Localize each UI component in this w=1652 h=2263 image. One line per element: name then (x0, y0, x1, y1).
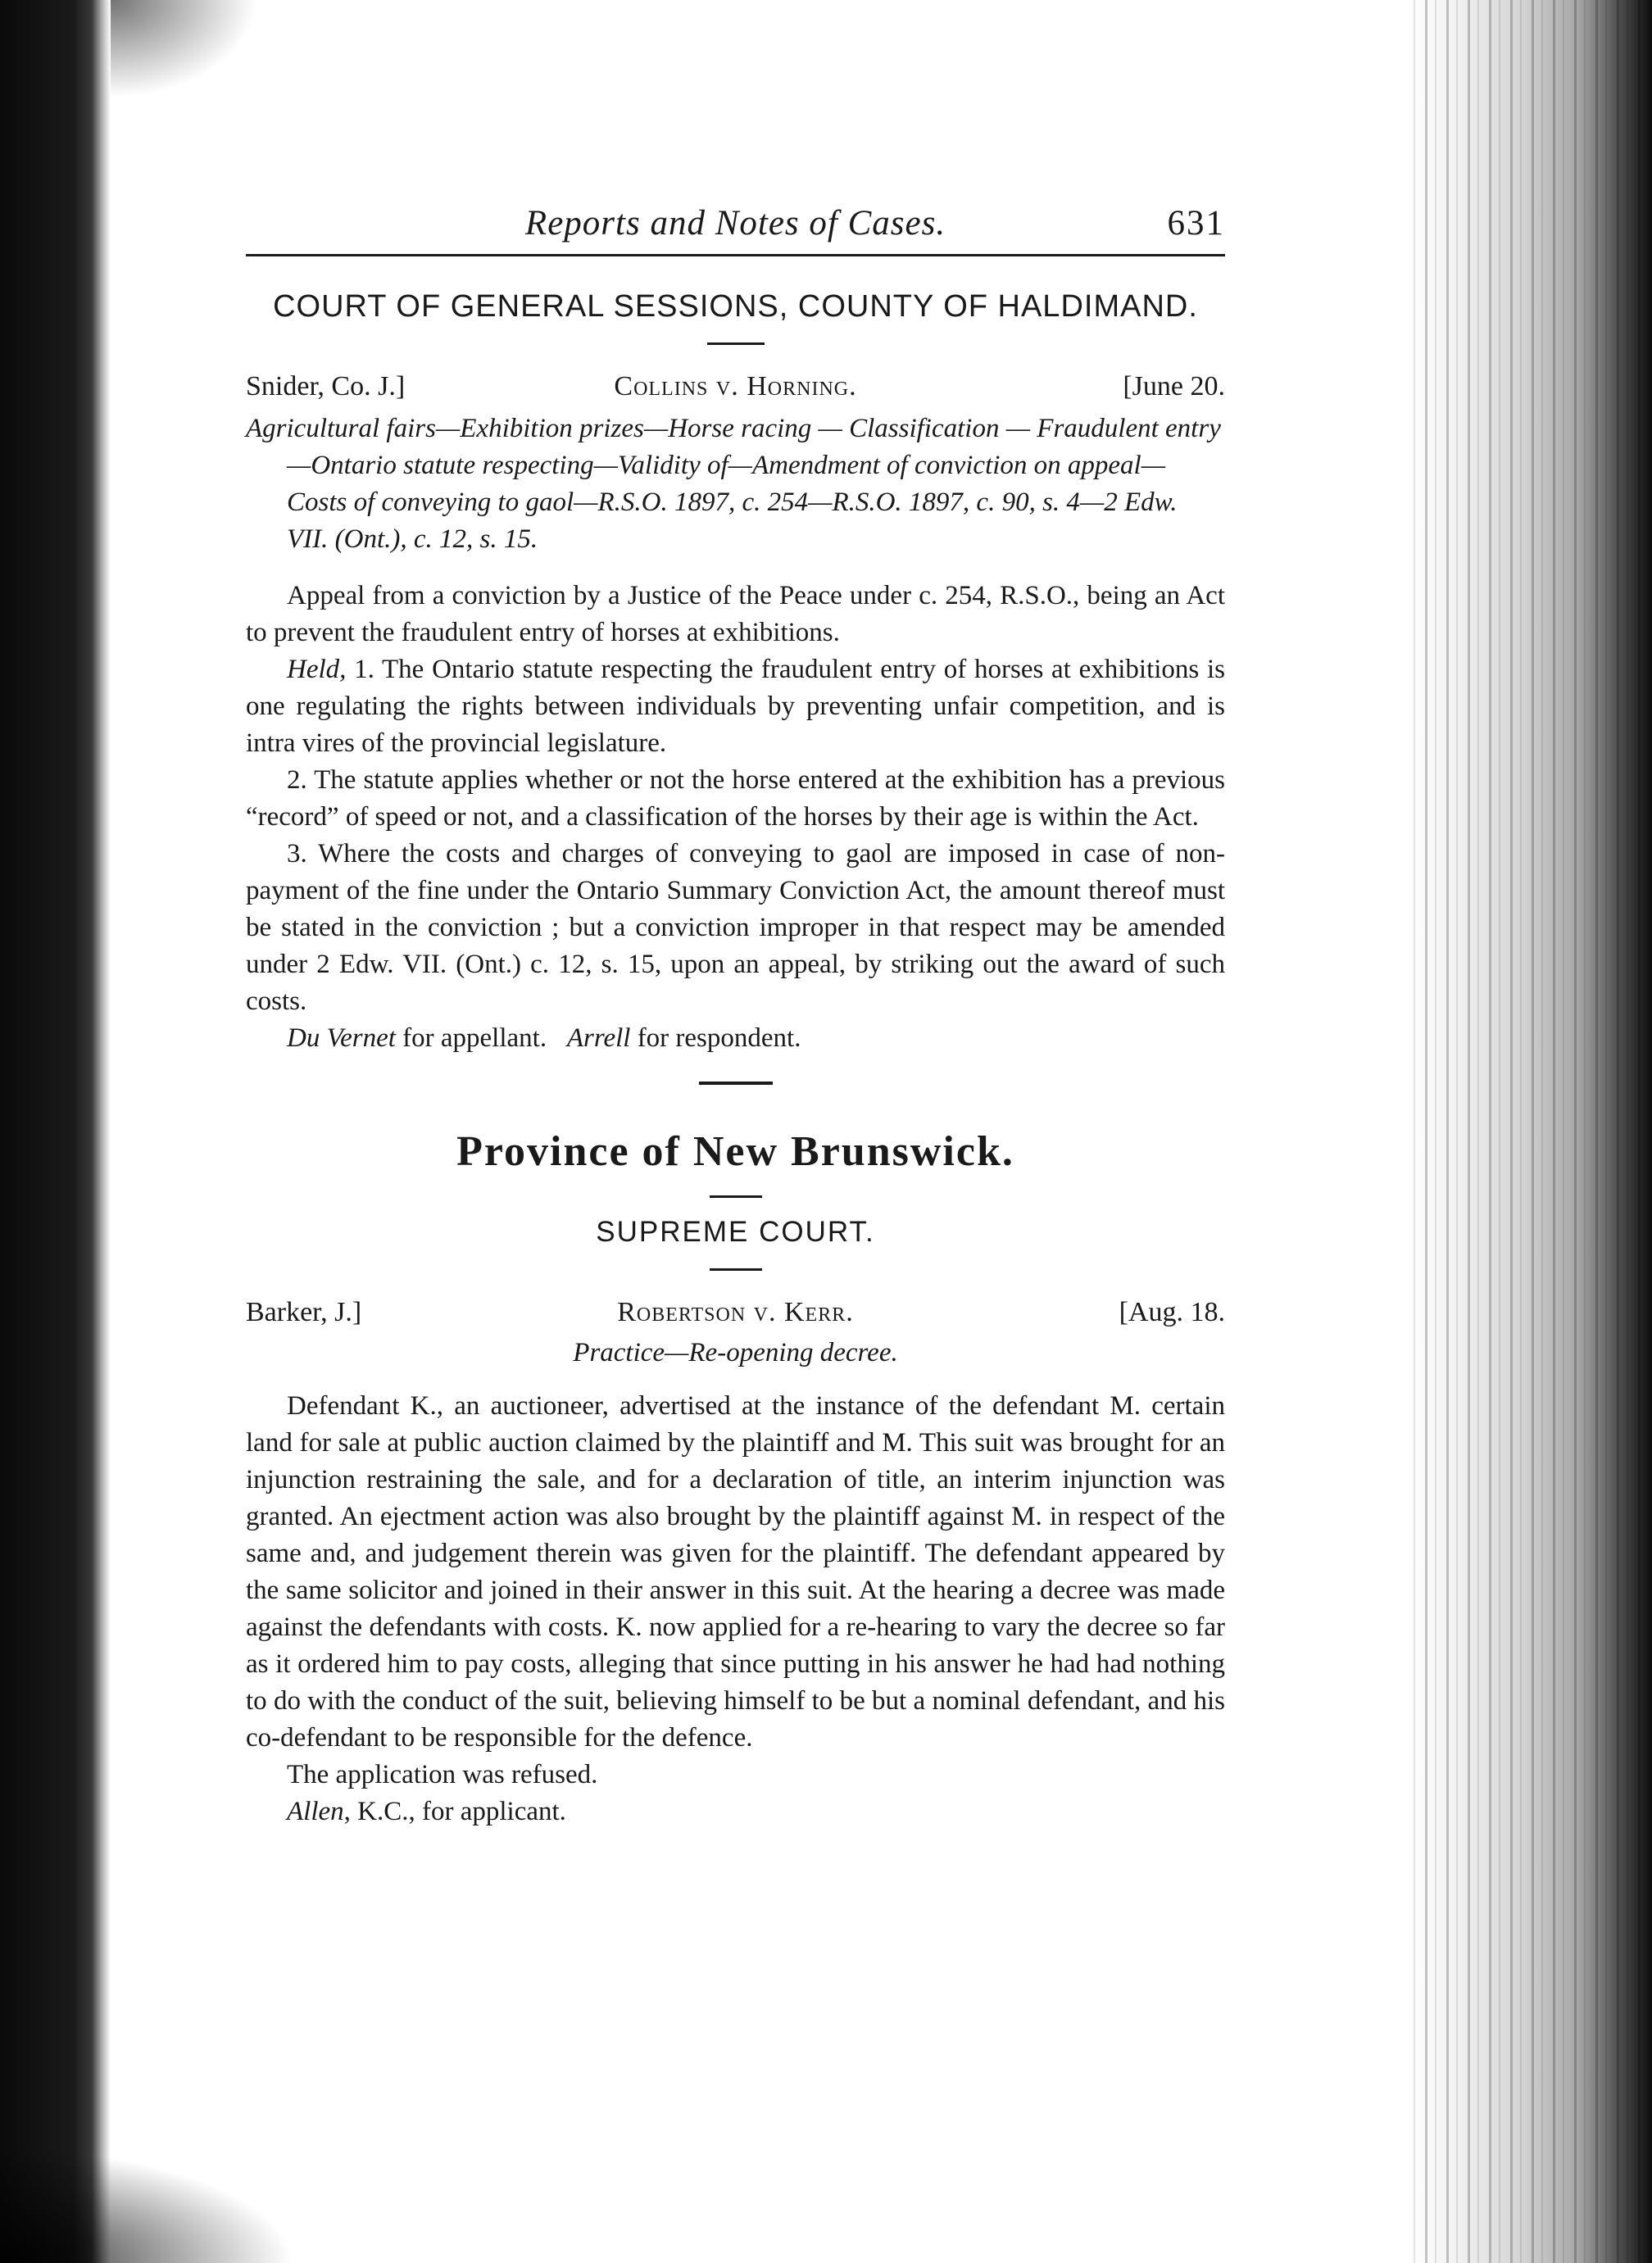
case-result-2: The application was refused. (287, 1760, 598, 1789)
counsel-respondent-role: for respondent. (630, 1023, 801, 1053)
catchwords-2: Practice—Re-opening decree. (573, 1338, 898, 1367)
holding-1 (246, 651, 1225, 762)
holding-1-text: 1. The Ontario statute respecting the fraudulent entry of horses at exhibitions is one regulating the rights between individuals by preventing unfair competition, and is intra vires of the provincial legislature. (246, 655, 1225, 758)
case-header-2 (246, 1292, 1225, 1333)
court-heading-2: SUPREME COURT. (596, 1216, 875, 1248)
case-date: [June 20. (1123, 371, 1225, 401)
divider (710, 1195, 762, 1198)
section-divider (699, 1082, 773, 1085)
province-heading: Province of New Brunswick. (456, 1128, 1014, 1175)
counsel-line (246, 1020, 1225, 1057)
scan-right-edge (1406, 0, 1652, 2263)
case-body-2: Defendant K., an auctioneer, advertised at the instance of the defendant M. certain land for sale at public auction claimed by the plaintiff and M. This suit was brought for an injunction restraining the sale, and for a declaration of title, an interim injunction was granted. An ejectment action was also brought by the plaintiff against M. in respect of the same and, and judgement therein was given for the plaintiff. The defendant appeared by the same solicitor and joined in their answer in this suit. At the hearing a decree was made against the defendants with costs. K. now applied for a re-hearing to vary the decree so far as it ordered him to pay costs, alleging that since putting in his answer he had had nothing to do with the conduct of the suit, believing himself to be but a nominal defendant, and his co-defendant to be responsible for the defence. (246, 1391, 1225, 1753)
judge-2: Barker, J.] (246, 1297, 362, 1327)
court-heading: COURT OF GENERAL SESSIONS, COUNTY OF HALDIMAND. (273, 289, 1198, 324)
held-label: Held, (287, 655, 347, 684)
scan-left-edge (0, 0, 111, 2263)
divider (710, 1268, 762, 1271)
case-parties-2: Robertson v. Kerr. (617, 1297, 854, 1327)
counsel-role-2: , K.C., for applicant. (343, 1797, 566, 1826)
running-head (246, 197, 1225, 256)
catchwords: Agricultural fairs—Exhibition prizes—Horse racing — Classification — Fraudulent entry—Ontario statute respecting—Validity of—Amendment of conviction on appeal—Costs of conveying to gaol—R.S.O. 1897, c. 254—R.S.O. 1897, c. 90, s. 4—2 Edw. VII. (Ont.), c. 12, s. 15. (246, 414, 1221, 554)
case-parties: Collins v. Horning. (614, 371, 857, 401)
counsel-name-2: Allen (287, 1797, 344, 1826)
holding-3: 3. Where the costs and charges of conveying to gaol are imposed in case of non-payment of the fine under the Ontario Summary Conviction Act, the amount thereof must be stated in the conviction ; but a conviction improper in that respect may be amended under 2 Edw. VII. (Ont.) c. 12, s. 15, upon an appeal, by striking out the award of such costs. (246, 839, 1225, 1016)
counsel-appellant-name: Du Vernet (287, 1023, 396, 1053)
page-number: 631 (1167, 204, 1225, 243)
case-intro: Appeal from a conviction by a Justice of the Peace under c. 254, R.S.O., being an Act to prevent the fraudulent entry of horses at exhibitions. (246, 581, 1225, 647)
case-date-2: [Aug. 18. (1119, 1297, 1225, 1327)
judge: Snider, Co. J.] (246, 371, 406, 401)
counsel-appellant-role: for appellant. (395, 1023, 547, 1053)
case-header (246, 366, 1225, 407)
scan-bottom-shadow (0, 2148, 295, 2263)
page (246, 197, 1225, 1830)
divider (707, 342, 765, 345)
running-title: Reports and Notes of Cases. (524, 204, 946, 243)
holding-2: 2. The statute applies whether or not the horse entered at the exhibition has a previous “record” of speed or not, and a classification of the horses by their age is within the Act. (246, 765, 1225, 832)
counsel-respondent-name: Arrell (566, 1023, 631, 1053)
counsel-line-2 (246, 1794, 1225, 1830)
scan-top-shadow (111, 0, 258, 98)
